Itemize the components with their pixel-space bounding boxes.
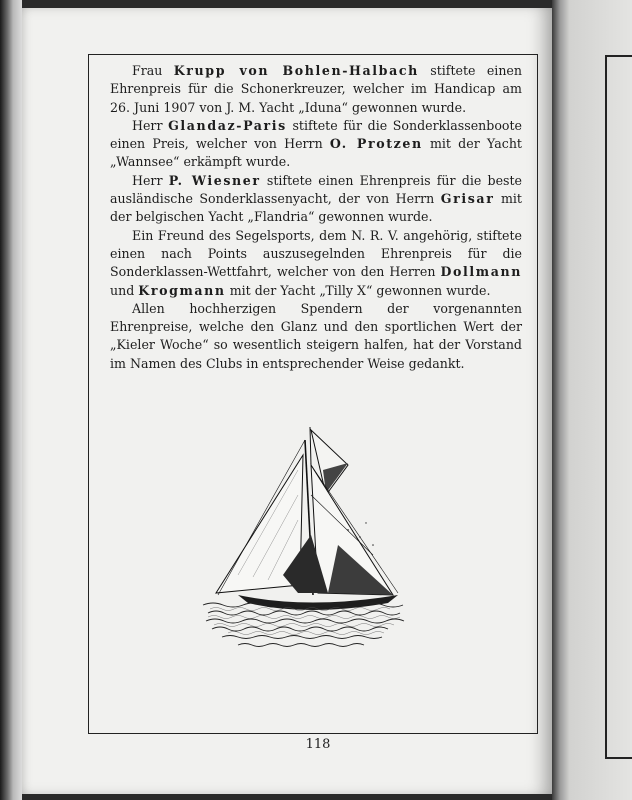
page-number: 118	[305, 737, 331, 752]
text-run: mit der Yacht „Wannsee“ erkämpft wurde.	[110, 136, 522, 170]
sailing-yacht-illustration	[198, 425, 418, 655]
topmast	[310, 427, 311, 465]
text-run: Herr	[132, 172, 169, 188]
winner-name: O. Protzen	[329, 136, 423, 152]
winner-name: Krogmann	[138, 282, 226, 298]
winner-name: Dollmann	[440, 264, 522, 280]
paragraph-thanks: Allen hochherzigen Spendern der vorgenannten Ehrenpreise, welche den Glanz und den sportlichen Wert der „Kieler Woche“ so wesentlich steigern halfen, hat der Vorstand im Namen des Clubs in entsprechender Weise gedankt.	[110, 300, 522, 371]
text-run: stiftete für die Sonderklassenboote einen Preis, welcher von Herrn	[110, 117, 523, 152]
text-run: Herr	[132, 117, 169, 133]
paragraph-friend	[110, 227, 522, 300]
book-gutter-left	[0, 0, 22, 800]
text-run: stiftete einen Ehrenpreis für die Schonerkreuzer, welcher im Handicap am 26. Juni 1907 von J. M. Yacht „Iduna“ gewonnen wurde.	[110, 63, 522, 115]
donor-name: P. Wiesner	[168, 172, 261, 188]
text-run: mit der Yacht „Tilly X“ gewonnen wurde.	[225, 282, 491, 298]
paragraph-wiesner	[110, 172, 522, 227]
paragraph-glandaz	[110, 117, 522, 172]
text-run: mit der belgischen Yacht „Flandria“ gewonnen wurde.	[110, 191, 522, 225]
text-run: Ein Freund des Segelsports, dem N. R. V. angehörig, stiftete einen nach Points auszusegelnden Ehrenpreis für die Sonderklassen-Wettfahrt, welcher von den Herren	[110, 227, 522, 280]
adjacent-page-frame	[605, 55, 632, 759]
donor-name: Glandaz-Paris	[168, 117, 287, 133]
body-text	[110, 62, 522, 373]
winner-name: Grisar	[440, 191, 495, 207]
donor-name: Krupp von Bohlen-Halbach	[173, 63, 419, 78]
text-run: und	[110, 282, 139, 298]
text-run: Frau	[132, 63, 174, 78]
paragraph-krupp	[110, 62, 522, 117]
text-run: stiftete einen Ehrenpreis für die beste ausländische Sonderklassenyacht, der von Herrn	[110, 172, 522, 207]
